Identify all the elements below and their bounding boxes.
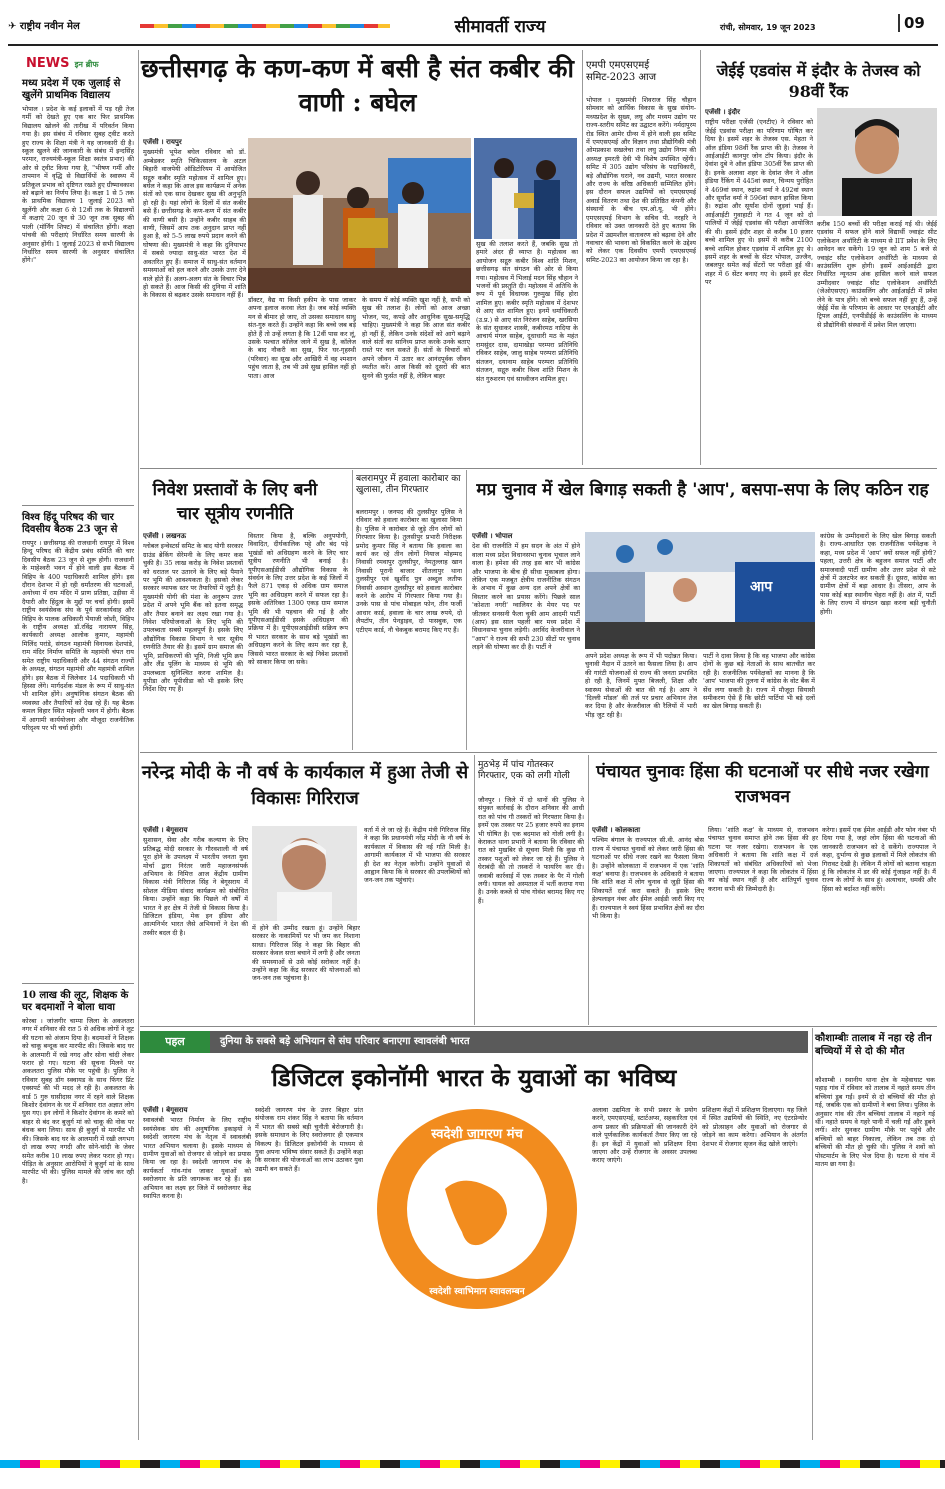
summit-body: भोपाल । मुख्यमंत्री शिवराज सिंह चौहान सोमवार को आर्थिक विकास के सुख संयोग- मध्यप्रदेश के सुख्य, लघु और मध्यम उद्योग पर राज्य-स्तरीय समिट का उद्घाटन करेंगे। नर्मदापुरम रोड स्थित आमेर ग्रीन्स में होने वाली इस समिट में एमएसएमई और विज्ञान तथा प्रौद्योगिकी मंत्री ओमप्रकाश सखलेचा तथा लघु उद्योग निगम की अध्यक्ष इमरती देवी भी विशेष उपस्थित रहेंगी। समिट में 305 उद्योग परिसंघ के पदाधिकारी, बड़े औद्योगिक घराने, नव उद्यमी, भारत सरकार और राज्य के वरिष्ठ अधिकारी सम्मिलित होंगे। इस दौरान सफल उद्यमियों को एमएसएमई अवार्ड वितरण तथा देश की प्रतिष्ठित कंपनी और संस्थानों के बीच एम.ओ.यू. भी होंगे। एमएसएमई विभाग के सचिव पी. नरहरि ने रविवार को उक्त जानकारी देते हुए बताया कि प्रदेश में उद्यमशील वातावरण को बढ़ावा देने और नवाचार की भावना को विकसित करने के उद्देश्य को लेकर एक दिवसीय एमपी एमएसएमई समिट-2023 का आयोजन किया जा रहा है। — [586, 96, 696, 264]
swavlambi-headline: डिजिटल इकोनॉमी भारत के युवाओं का भविष्य — [271, 1064, 677, 1092]
news-logo-main: NEWS — [26, 56, 70, 71]
kabir-col-1 — [143, 138, 246, 463]
event-stage-photo — [248, 138, 471, 293]
minister-portrait — [252, 826, 357, 921]
swavlambi-col-1 — [143, 1106, 251, 1438]
giriraj-col-2: में होने की उम्मीद रखता हूं। उन्होंने बिहार सरकार के नाकामियों पर भी जम कर निशाना साधा। गिरिराज सिंह ने कहा कि बिहार की सरकार केवल सत्ता बचाने में लगी है और जनता की समस्याओं से उसे कोई सरोकार नहीं है। उन्होंने कहा कि केंद्र सरकार की योजनाओं को जन-जन तक पहुंचाना है। — [252, 924, 360, 983]
swavlambi-col-2: स्वदेशी जागरण मंच के उत्तर बिहार प्रांत संयोजक राम शंकर सिंह ने बताया कि वर्तमान में भारत की सबसे बड़ी चुनौती बेरोजगारी है। इसके समाधान के लिए स्वरोजगार ही एकमात्र विकल्प है। डिजिटल इकोनॉमी के माध्यम से युवा अपना भविष्य संवार सकते हैं। उन्होंने कहा कि सरकार की योजनाओं का लाभ उठाकर युवा उद्यमी बन सकते हैं। — [255, 1106, 363, 1173]
byline: एजेंसी । रायपुर — [143, 138, 182, 146]
masthead — [0, 0, 945, 48]
student-photo — [817, 108, 937, 216]
nivesh-col-2: विस्तार किया है, बल्कि अनुपयोगी, विवादित, दीर्घकालिक पट्टे और बंद पड़े भूखंडों को अधिग्रहण करने के लिए चार सूत्रीय रणनीति भी बनाई है। यूपीएसआईडीसी औद्योगिक विकास के संवर्धन के लिए उत्तर प्रदेश के कई जिलों में फैले 871 एकड़ से अधिक ग्राम समाज भूमि का अधिग्रहण करने में सफल रहा है। इसके अतिरिक्त 1300 एकड़ ग्राम समाज भूमि की भी पहचान की गई है और यूपीएसआईडीसी इसके अधिग्रहण की प्रक्रिया में है। यूपीएसआईडीसी सक्रिय रूप से भारत सरकार के साथ बड़े भूखंडों का अधिग्रहण करने के लिए काम कर रहा है, जिससे भारत सरकार के बड़े निवेश प्रस्तावों को साकार किया जा सके। — [248, 532, 348, 667]
swavlambi-col-4: प्रशिक्षण केंद्रों में प्रशिक्षण दिलाएगा। यह जिले में स्थित उद्यमियों की स्थिति, नए एंटरप्रेन्योर को प्रोत्साहन और युवाओं को रोजगार से जोड़ने का काम करेगा। अभियान के अंतर्गत देशभर में रोजगार सृजन केंद्र खोले जाएंगे। — [702, 1106, 807, 1148]
divider — [22, 983, 134, 984]
muthbhed-body: जौनपुर । जिले में दो थानों की पुलिस ने संयुक्त कार्रवाई के दौरान शनिवार की आधी रात को पांच गौ तस्करों को गिरफ्तार किया है। इनमें एक तस्कर पर 25 हजार रुपये का इनाम भी घोषित है। एक बदमाश को गोली लगी है। केराकत थाना प्रभारी ने बताया कि रविवार की रात को मुखबिर से सूचना मिली कि कुछ गौ तस्कर पशुओं को लेकर जा रहे हैं। पुलिस ने घेराबंदी की तो तस्करों ने फायरिंग कर दी। जवाबी कार्रवाई में एक तस्कर के पैर में गोली लगी। घायल को अस्पताल में भर्ती कराया गया है। उनके कब्जे से पांच गोवंश बरामद किए गए हैं। — [478, 796, 584, 905]
article-text: मुख्यमंत्री भूपेश बघेल रविवार को डॉ. अम्बेडकर स्मृति चिकित्सालय के अटल बिहारी वाजपेयी ऑडिटोरियम में आयोजित सद्गुरु कबीर स्मृति महोत्सव में शामिल हुए। बघेल ने कहा कि आज इस कार्यक्रम में अनेक संतों को एक साथ देखकर सुख की अनुभूति हो रही है। यहां लोगों के दिलों में संत कबीर बसे हैं। छत्तीसगढ़ के कण-कण में संत कबीर की वाणी बसी है। उन्होंने कबीर साहब की वाणी, जिसमें आप तक अनुदान प्राप्त नहीं हुआ है, को 5-5 लाख रुपये प्रदान करने की घोषणा की। मुख्यमंत्री ने कहा कि दुनियाभर में सबसे ज्यादा साधु-संत भारत देश में अवतरित हुए हैं। समाज में साधु-संत वर्तमान समस्याओं को हल करने और उसके उत्तर देने वाले होते हैं। अलग-अलग संत के विचार भिन्न हो सकते हैं। आज किसी की दुनिया में शांति के विकास से बढ़कर उसके समाधान नहीं हैं। — [143, 148, 246, 300]
panchayat-col-3: करेगा। इसमें एक ईमेल आईडी और फोन नंबर भी दिया गया है, जहां लोग हिंसा की घटनाओं की जानकारी राजभवन को दे सकेंगे। राज्यपाल ने कहा, दुर्भाग्य से कुछ इलाकों में मिले लोकतंत्र की गिरावट देखी है। लेकिन मैं लोगों को बताना चाहता हूं कि लोकतंत्र में डर की कोई गुंजाइश नहीं है। मैं राज्य के लोगों के साथ हूं। अत्याचार, धमकी और हिंसा को बर्दाश्त नहीं करेंगे। — [822, 826, 936, 893]
divider — [140, 752, 937, 753]
byline: एजेंसी । कोलकाता — [592, 826, 641, 834]
news-in-brief-logo — [26, 52, 99, 71]
column-rule — [582, 50, 583, 465]
jee-col-1 — [705, 108, 813, 465]
rally-photo — [585, 532, 815, 649]
article-text: देश की राजनीति में हम सदन के अंत में होने वाला मध्य प्रदेश विधानसभा चुनाव भूचाल लाने वाला है। हमेशा की तरह इस बार भी कांग्रेस और भाजपा के बीच ही सीधा मुकाबला होगा। लेकिन एक मजबूत क्षेत्रीय राजनीतिक संगठन के अभाव में कुछ अन्य दल अपने क्षेत्रों का विस्तार करने का प्रयास करेंगे। पिछले साल 'कोशता नगरी' ग्वालियर के मेयर पद पर जीतकर सनसनी फैला चुकी आम आदमी पार्टी (आप) इस साल पहली बार मध्य प्रदेश में विधानसभा चुनाव लड़ेगी। अरविंद केजरीवाल ने "आप" ने राज्य की सभी 230 सीटों पर चुनाव लड़ने की घोषणा कर दी है। पार्टी ने — [472, 542, 580, 652]
strap-text: दुनिया के सबसे बड़े अभियान से संघ परिवार बनाएगा स्वावलंबी भारत — [220, 1036, 470, 1047]
aap-headline: मप्र चुनाव में खेल बिगाड़ सकती है 'आप', बसपा-सपा के लिए कठिन राह — [476, 480, 929, 500]
brief-item-1 — [22, 78, 134, 495]
brief-body: रायपुर । छत्तीसगढ़ की राजधानी रायपुर में विश्व हिन्दू परिषद की केंद्रीय प्रबंध समिति की चार दिवसीय बैठक 23 जून से शुरू होगी। राजधानी के माहेश्वरी भवन में होने वाली इस बैठक में विहिप के 400 पदाधिकारी शामिल होंगे। इस दौरान देशभर में हो रही धर्मांतरण की घटनाओं, अयोध्या में राम मंदिर में प्राण प्रतिष्ठा, उड़ीसा में दैयारी और हिंदुत्व के मुद्दों पर चर्चा होगी। इसमें राष्ट्रीय स्वयंसेवक संघ के पूर्व सरकार्यवाह और विहिप के पालक अधिकारी भैयाजी जोशी, विहिप के राष्ट्रीय अध्यक्ष डॉ.रविंद्र नारायण सिंह, कार्यकारी अध्यक्ष आलोक कुमार, महामंत्री मिलिंद परांडे, संगठन महामंत्री विनायक देशपांडे, राम मंदिर निर्माण समिति के महामंत्री चंपत राय समेत राष्ट्रीय पदाधिकारी और 44 संगठन राज्यों के अध्यक्ष, संगठन महामंत्री और महामंत्री शामिल होंगे। इस बैठक में जिलेवार 14 पदाधिकारी भी हिस्सा लेंगे। मार्गदर्शक मंडल के रूप में साधु-संत भी शामिल होंगे। अनुषांगिक संगठन बैठक की व्यवस्था और तैयारियों को देख रहे हैं। यह बैठक कमल विहार स्थित महेश्वरी भवन में होगी। बैठक में आगामी कार्ययोजना और मौजूदा राजनीतिक परिदृश्य पर भी चर्चा होगी। — [22, 539, 134, 732]
article-text: सुशासन, सेवा और गरीब कल्याण के लिए प्रतिबद्ध मोदी सरकार के गौरवशाली नौ वर्ष पूरा होने के उपलक्ष्य में भारतीय जनता युवा मोर्चा द्वारा निरंतर जारी महाजनसंपर्क अभियान के निमित्त आज केंद्रीय ग्रामीण विकास मंत्री गिरिराज सिंह ने बेगूसराय में सोशल मीडिया संवाद कार्यक्रम को संबोधित किया। उन्होंने कहा कि पिछले नौ वर्षों में भारत ने हर क्षेत्र में तेजी से विकास किया है। डिजिटल इंडिया, मेक इन इंडिया और आत्मनिर्भर भारत जैसे अभियानों ने देश की तस्वीर बदल दी है। — [143, 836, 248, 937]
column-rule — [138, 50, 139, 1440]
summit-headline: एमपी एमएसएमई समिट-2023 आज — [586, 60, 657, 83]
divider — [140, 1026, 937, 1027]
brief-headline: 10 लाख की लूट, शिक्षक के घर बदमाशों ने बोला धावा — [22, 990, 129, 1013]
strap-bar — [140, 1031, 808, 1053]
student-portrait — [817, 108, 937, 216]
giriraj-photo — [252, 826, 357, 921]
award-photo — [474, 138, 577, 239]
aap-col-3: पार्टी ने दावा किया है कि वह भाजपा और कांग्रेस दोनों के कुछ बड़े नेताओं के साथ बातचीत कर रही है। राजनीतिक पर्यवेक्षकों का मानना है कि 'आप' भाजपा की तुलना में कांग्रेस के वोट बैंक में सेंध लगा सकती है। राज्य में मौजूदा सियासी समीकरण ऐसे हैं कि छोटी पार्टियां भी बड़े दलों का खेल बिगाड़ सकती हैं। — [703, 652, 815, 711]
aap-col-4: कांग्रेस के उम्मीदवारों के लिए खेल बिगाड़ सकती है। राज्य-आधारित एक राजनीतिक पर्यवेक्षक ने कहा, मध्य प्रदेश में 'आप' क्यों सफल नहीं होगी? पहला, उत्तरी क्षेत्र के बहुजन समाज पार्टी और समाजवादी पार्टी ग्रामीण और उत्तर प्रदेश से सटे क्षेत्रों में उलटफेर कर सकती हैं। दूसरा, कांग्रेस का ग्रामीण क्षेत्रों में बड़ा आधार है। तीसरा, आप के पास कोई बड़ा स्थानीय चेहरा नहीं है। अंत में, पार्टी के लिए राज्य में संगठन खड़ा करना बड़ी चुनौती होगी। — [820, 532, 936, 616]
newspaper-logo: ✈ राष्ट्रीय नवीन मेल — [8, 21, 80, 32]
aap-col-2: अपने प्रदेश अध्यक्ष के रूप में भी पदोन्नत किया। चुनावी मैदान में उतरने का फैसला लिया है। आप की गारंटी योजनाओं से राज्य की जनता प्रभावित हो रही है, जिनमें मुफ्त बिजली, शिक्षा और स्वास्थ्य सेवाओं की बात की गई है। आप ने 'दिल्ली मॉडल' की तर्ज पर प्रचार अभियान तेज कर दिया है और केजरीवाल की रैलियों में भारी भीड़ जुट रही है। — [585, 652, 697, 719]
news-logo-sub: इन ब्रीफ — [74, 60, 99, 69]
logo-bottom-text: स्वदेशी स्वाभिमान स्वावलम्बन — [429, 1287, 525, 1297]
kabir-photo-2 — [474, 138, 577, 239]
article-text: ग्लोबल इन्वेस्टर्स समिट के बाद योगी सरकार ग्राउंड ब्रेकिंग सेरेमनी के लिए कमर कस चुकी है। 35 लाख करोड़ के निवेश प्रस्तावों को धरातल पर उतारने के लिए बड़े पैमाने पर भूमि की आवश्यकता है। इसको लेकर सरकार व्यापक स्तर पर तैयारियों में जुटी है। मुख्यमंत्री योगी की मंशा के अनुरूप उत्तर प्रदेश में अपने भूमि बैंक को इतना समृद्ध और तैयार बनाने का लक्ष्य रखा गया है। निवेश परियोजनाओं के लिए भूमि की उपलब्धता सबसे महत्वपूर्ण है। इसके लिए औद्योगिक विकास विभाग ने चार सूत्रीय रणनीति तैयार की है। इसमें ग्राम समाज की भूमि, प्राधिकरणों की भूमि, निजी भूमि क्रय और लैंड पूलिंग के माध्यम से भूमि की उपलब्धता सुनिश्चित करना शामिल है। यूपीडा और यूपीसीडा को भी इसके लिए निर्देश दिए गए हैं। — [143, 542, 243, 694]
aap-photo — [585, 532, 815, 649]
kabir-headline: छत्तीसगढ़ के कण-कण में बसी है संत कबीर की वाणी : बघेल — [141, 54, 574, 117]
column-rule — [352, 470, 353, 750]
giriraj-headline: नरेन्द्र मोदी के नौ वर्ष के कार्यकाल में हुआ तेजी से विकासः गिरिराज — [141, 762, 469, 809]
kabir-photo — [248, 138, 471, 293]
kabir-col-3: के समय में कोई व्यक्ति खुश नहीं है, सभी को सुख की तलाश है। लोगों को आज अच्छा भोजन, पद, कपड़े और आधुनिक सुख-समृद्धि चाहिए। मुख्यमंत्री ने कहा कि आज संत कबीर हो नहीं हैं, लेकिन उनके संदेशों को आगे बढ़ाने वाले संतों का सानिध्य प्राप्त करके उनके बताए रास्ते पर चल सकते हैं। संतों के विचारों को अपने जीवन में उतार कर आनंदपूर्वक जीवन व्यतीत करें। आज किसी को दूसरों की बात सुनने की फुर्सत नहीं है, लेकिन बाहर — [362, 296, 470, 380]
swavlambi-col-3: अलावा उद्यमिता के सभी प्रकार के प्रयोग करने, एमएसएमई, स्टार्टअप्स, सहकारिता एवं अन्य प्रकार की प्रक्रियाओं की जानकारी देने वाले पूर्णकालिक कार्यकर्ता तैयार किए जा रहे हैं। इन केंद्रों में युवाओं को प्रशिक्षण दिया जाएगा और उन्हें रोजगार के अवसर उपलब्ध कराए जाएंगे। — [592, 1106, 697, 1165]
brief-item-2 — [22, 512, 134, 979]
logo-top-text: स्वदेशी जागरण मंच — [431, 1127, 523, 1142]
column-rule — [812, 1028, 813, 1440]
panchayat-headline: पंचायत चुनावः हिंसा की घटनाओं पर सीधे नजर रखेगा राजभवन — [596, 762, 929, 807]
jee-col-2: करीब 150 बच्चों की परीक्षा कराई गई थी। जेईई एडवांस में सफल होने वाले विद्यार्थी ज्वाइंट सीट एलोकेशन अथॉरिटी के माध्यम से IIT प्रवेश के लिए आवेदन कर सकेंगे। 19 जून को शाम 5 बजे से ज्वाइंट सीट एलोकेशन अथॉरिटी के माध्यम से काउंसलिंग शुरू होगी। इसमें आईआईटी द्वारा निर्धारित न्यूनतम अंक हासिल करने वाले सफल उम्मीदवार ज्वाइंट सीट एलोकेशन अथॉरिटी (जेओएसएए) काउंसलिंग और आईआईटी में प्रवेश लेने के पात्र होंगे। जो बच्चे सफल नहीं हुए हैं, उन्हें जेईई मेंस के परिणाम के आधार पर एनआईटी और ट्रिपल आईटी, एनपीडीईई के काउंसलिंग के माध्यम से प्रौद्योगिकी संस्थानों में प्रवेश मिल जाएगा। — [817, 220, 937, 329]
nivesh-headline: निवेश प्रस्तावों के लिए बनी चार सूत्रीय रणनीति — [152, 480, 318, 524]
brief-body: कोरबा । जांजगीर चाम्पा जिला के अकलतरा नगर में शनिवार की रात 5 से अधिक लोगों ने लूट की घटना को अंजाम दिया है। बदमाशों ने शिक्षक को चाकू बन्दूक कर मारपीट की। जिसके बाद घर के आलमारी में रखे नगद और सोना चांदी लेकर फरार हो गए। घटना की सूचना मिलने पर अकलतरा पुलिस मौके पर पहुंची है। पुलिस ने रविवार सुबह डॉग स्क्वायड के साथ फिंगर प्रिंट एक्सपर्ट की भी मदद ले रही है। अकलतरा के वार्ड 5 गुरु घासीदास नगर में रहने वाले शिक्षक किशोर देवांगन के घर में शनिवार रात अज्ञात लोग घुस गए। इन लोगों ने किशोर देवांगन के कमरे को बाहर से बंद कर बुजुर्ग मां को चाकू की नोक पर बंधक बना लिया। साथ ही बुजुर्ग से मारपीट भी की। जिसके बाद घर के आलमारी में रखी लगभग दो लाख रुपए नगदी और सोने-चांदी के जेवर समेत करीब 10 लाख रुपए लेकर फरार हो गए। पीड़ित के अनुसार आरोपियों ने बुजुर्ग मां के साथ मारपीट भी की। पुलिस मामले की जांच कर रही है। — [22, 1017, 134, 1185]
nivesh-col-1 — [143, 532, 243, 747]
panchayat-col-2: लिया। 'शांति कक्ष' के माध्यम से, राजभवन पंचायत चुनाव समाप्त होने तक हिंसा की हर घटना पर नजर रखेगा। राजभवन के एक अधिकारी ने बताया कि शांति कक्ष में दर्ज शिकायतों को संबंधित अधिकारियों को भेजा जाएगा। राज्यपाल ने कहा कि लोकतंत्र में हिंसा का कोई स्थान नहीं है और शांतिपूर्ण चुनाव कराना सभी की जिम्मेदारी है। — [708, 826, 818, 893]
masthead-rule — [8, 44, 938, 46]
byline: एजेंसी । इंदौर — [705, 108, 740, 116]
column-rule — [700, 50, 701, 465]
hawala-headline: बलरामपुर में हवाला कारोबार का खुलासा, तीन गिरफ्तार — [356, 474, 461, 495]
print-color-bar — [0, 1460, 945, 1468]
brief-headline: मध्य प्रदेश में एक जुलाई से खुलेंगे प्राथमिक विद्यालय — [22, 78, 121, 101]
hawala-body: बलरामपुर । जनपद की तुलसीपुर पुलिस ने रविवार को हवाला कारोबार का खुलासा किया है। पुलिस ने कारोबार से जुड़े तीन लोगों को गिरफ्तार किया है। तुलसीपुर प्रभारी निरीक्षक प्रमोद कुमार सिंह ने बताया कि हवाला का कार्य कर रहे तीन लोगों नियाज मोहम्मद निवासी रमवापुर तुलसीपुर, नेमतुल्लाह खान निवासी पूरानी बाजार शीतलापुर थाना तुलसीपुर एवं खुर्शीद पुत्र अब्दुल लतीफ निवासी अस्थान तुलसीपुर को हवाला कारोबार करने के आरोप में गिरफ्तार किया गया है। उनके पास से पांच मोबाइल फोन, तीन फर्जी आधार कार्ड, हवाला के चार लाख रुपये, दो लैपटॉप, तीन पेनड्राइव, दो पासबुक, एक एटीएम कार्ड, नौ चेकबुक बरामद किए गए हैं। — [356, 508, 462, 634]
photo-banner-text: आप — [750, 579, 773, 595]
jee-headline: जेईई एडवांस में इंदौर के तेजस्व को 98वीं रैंक — [716, 61, 921, 101]
kaushambi-body: कौशाम्बी । स्थानीय थाना क्षेत्र के महेवाघाट चक पहाड़ गांव में रविवार को तालाब में नहाते समय तीन बच्चियां डूब गईं। इनमें से दो बच्चियों की मौत हो गई, जबकि एक को ग्रामीणों ने बचा लिया। पुलिस के अनुसार गांव की तीन बच्चियां तालाब में नहाने गई थीं। नहाते समय वे गहरे पानी में चली गईं और डूबने लगीं। शोर सुनकर ग्रामीण मौके पर पहुंचे और बच्चियों को बाहर निकाला, लेकिन तब तक दो बच्चियों की मौत हो चुकी थी। पुलिस ने शवों को पोस्टमार्टम के लिए भेज दिया है। घटना से गांव में मातम छा गया है। — [815, 1076, 935, 1169]
section-title: सीमावर्ती राज्य — [454, 17, 546, 37]
article-text: राष्ट्रीय परीक्षा एजेंसी (एनटीए) ने रविवार को जेईई एडवांस परीक्षा का परिणाम घोषित कर दिया है। इसमें शहर के तेजस्व एस. मेहता ने ऑल इंडिया 98वीं रैंक प्राप्त की है। तेजस्व ने आईआईटी कानपुर जोन टॉप किया। इंदौर के देवांश दुबे ने ऑल इंडिया 305वीं रैंक प्राप्त की है। इनके अलावा शहर के देवांश जैन ने ऑल इंडिया रैंकिंग में 445वां स्थान, चिन्मय पुरोहित ने 469वां स्थान, रुद्रांश वर्मा ने 492वां स्थान और सूर्यांश वर्मा ने 596वां स्थान हासिल किया है। रुद्रांश और सूर्यांश दोनों जुड़वां भाई हैं। आईआईटी गुवाहाटी ने गत 4 जून को दो पालियों में जेईई एडवांस की परीक्षा आयोजित की थी। इसमें इंदौर शहर से करीब 10 हजार बच्चे शामिल हुए थे। इसमें से करीब 2100 बच्चे शामिल होकर एडवांस में शामिल हुए थे। इसमें शहर के बच्चों के सेंटर भोपाल, उज्जैन, जबलपुर समेत कई सेंटरों पर परीक्षा हुई थी। शहर में 6 सेंटर बनाए गए थे। इसमें हर सेंटर पर — [705, 118, 813, 287]
giriraj-col-1 — [143, 826, 248, 1021]
giriraj-col-3: वर्ता में ले जा रहे हैं। केंद्रीय मंत्री गिरिराज सिंह ने कहा कि प्रधानमंत्री नरेंद्र मोदी के नौ वर्ष के कार्यकाल में विकास की नई गति मिली है। आगामी कार्यकाल में भी भाजपा की सरकार ही देश का नेतृत्व करेगी। उन्होंने युवाओं से आह्वान किया कि वे सरकार की उपलब्धियों को जन-जन तक पहुंचाएं। — [364, 826, 470, 885]
divider — [140, 468, 937, 469]
top-color-bar — [140, 24, 390, 28]
aap-col-1 — [472, 532, 580, 748]
column-rule — [474, 755, 475, 1025]
byline: एजेंसी । बेगूसराय — [143, 826, 188, 834]
brief-item-3 — [22, 990, 134, 1437]
brief-headline: विश्व हिंदू परिषद की चार दिवसीय बैठक 23 जून से — [22, 512, 118, 535]
divider — [22, 505, 134, 506]
byline: एजेंसी । बेगूसराय — [143, 1106, 188, 1114]
bird-icon: ✈ — [8, 21, 17, 32]
page-number: 09 — [898, 14, 925, 32]
kabir-col-2: डॉक्टर, वैद्य या किसी हकीम के पास जाकर अपना इलाज करवा लेता है। जब कोई व्यक्ति मन से बीमार हो जाए, तो उसका समाधान साधु संत-गुरु करते हैं। उन्होंने कहा कि बच्चे जब बड़े होते हैं तो उन्हें लगता है कि 12वीं पास कर लूं, उसके पश्चात कॉलेज जाने में सुख है, कॉलेज के बाद नौकरी का सुख, फिर घर-गृहस्थी (परिवार) का सुख और आखिरी में वह श्मशान पहुंच जाता है, तब भी उसे सुख हासिल नहीं हो पाता। आज — [248, 296, 356, 380]
kabir-col-4: सुख की तलाश करते हैं, जबकि सुख तो हमारे अंदर ही व्याप्त है। महोत्सव का आयोजन सद्गुरु कबीर विश्व शांति मिशन, छत्तीसगढ़ संत संगठन की ओर से किया गया। महोत्सव में भिलाई मदन सिंह चौहान ने भजनों की प्रस्तुति दी। महोत्सव में अतिथि के रूप में पूर्व विधायक गुरुमुख सिंह होरा शामिल हुए। कबीर स्मृति महोत्सव में देशभर से आए संत शामिल हुए। इनमें धर्माधिकारी (उ.प्र.) से आए संत निरंजन साहेब, खरसिया के संत सुधाकर शास्त्री, कबीरमठ नादिया के आचार्य मंगल साहेब, दूधाधारी मठ के महंत रामसुंदर दास, दामाखेड़ा परम्परा प्रतिनिधि रविकर साहेब, जालु साहेब परम्परा प्रतिनिधि संतजन, दयानाम साहेब परम्परा प्रतिनिधि संतजन, सद्गुरु कबीर विश्व शांति मिशन के संत गुरुशरण एवं साध्वीजन शामिल हुए। — [476, 240, 578, 383]
byline: एजेंसी । भोपाल — [472, 532, 513, 540]
article-text: पश्चिम बंगाल के राज्यपाल सी.वी. आनंद बोस राज्य में पंचायत चुनावों को लेकर जारी हिंसा की घटनाओं पर सीधे नजर रखने का फैसला किया है। उन्होंने कोलकाता में राजभवन में एक 'शांति कक्ष' बनाया है। राजभवन के अधिकारी ने बताया कि शांति कक्ष में लोग चुनाव से जुड़ी हिंसा की शिकायतें दर्ज करा सकते हैं। इसके लिए हेल्पलाइन नंबर और ईमेल आईडी जारी किए गए हैं। राज्यपाल ने स्वयं हिंसा प्रभावित क्षेत्रों का दौरा भी किया है। — [592, 836, 704, 921]
muthbhed-headline: मुठभेड़ में पांच गोतस्कर गिरफ्तार, एक को लगी गोली — [478, 760, 570, 781]
column-rule — [588, 755, 589, 1025]
panchayat-col-1 — [592, 826, 704, 1022]
byline: एजेंसी । लखनऊ — [143, 532, 186, 540]
dateline: रांची, सोमवार, 19 जून 2023 — [720, 23, 816, 32]
article-text: स्वावलंबी भारत निर्माण के लिए राष्ट्रीय स्वयंसेवक संघ की अनुषांगिक इकाइयों ने स्वदेशी जागरण मंच के नेतृत्व में स्वावलंबी भारत अभियान चलाया है। इसके माध्यम से ग्रामीण युवाओं को रोजगार से जोड़ने का प्रयास किया जा रहा है। स्वदेशी जागरण मंच के कार्यकर्ता गांव-गांव जाकर युवाओं को स्वरोजगार के प्रति जागरूक कर रहे हैं। इस अभियान का लक्ष्य हर जिले में स्वरोजगार केंद्र स्थापित करना है। — [143, 1116, 251, 1201]
kicker-label: पहल — [140, 1031, 210, 1053]
swadeshi-logo — [367, 1104, 587, 1314]
kaushambi-headline: कौशाम्बीः तालाब में नहा रहे तीन बच्चियों में से दो की मौत — [815, 1033, 932, 1057]
brief-body: भोपाल । प्रदेश के कई इलाकों में पड़ रही तेज गर्मी को देखते हुए एक बार फिर प्राथमिक विद्यालय खोलने की तारीख में परिवर्तन किया गया है। इस संबंध में रविवार सुबह ट्वीट करते हुए राज्य के शिक्षा मंत्री ने यह जानकारी दी है। स्कूल खुलने की जानकारी के संबंध में इन्दसिंह परमार, राज्यमंत्री-स्कूल शिक्षा स्वतंत्र प्रभार) की ओर से ट्वीट किया गया है, "भीषण गर्मी और तापमान में वृद्धि से विद्यार्थियों के स्वास्थ्य में प्रतिकूल प्रभाव को दृष्टिगत रखते हुए ग्रीष्मावकाश को बढ़ाने का निर्णय लिया है। कक्षा 1 से 5 तक के प्राथमिक विद्यालय 1 जुलाई 2023 को खुलेंगी और कक्षा 6 से 12वीं तक के विद्यालयों में कक्षाएं 20 जून से 30 जून तक सुबह की पाली (मॉर्निंग शिफ्ट) में संचालित होंगी। कक्षा पांचवी की परीक्षाएं निर्धारित समय सारणी के अनुसार होंगी। 1 जुलाई 2023 से सभी विद्यालय निर्धारित समय सारणी के अनुसार संचालित होंगे।" — [22, 105, 134, 265]
column-rule — [466, 470, 467, 750]
